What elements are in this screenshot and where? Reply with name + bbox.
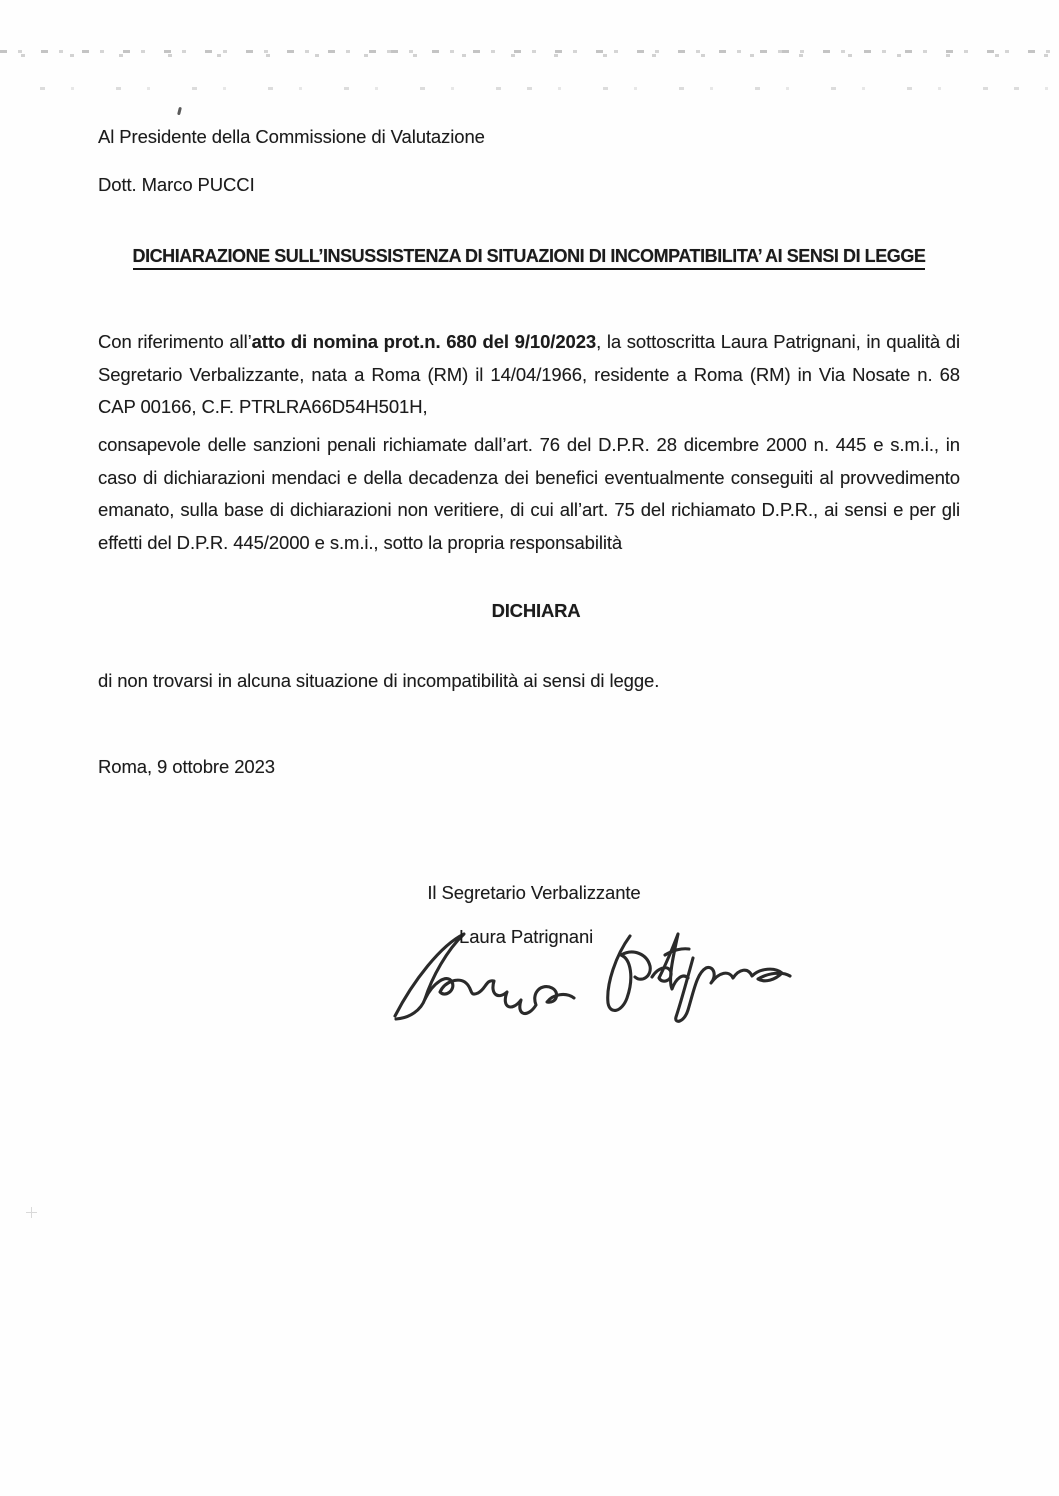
handwritten-signature	[385, 915, 797, 1027]
document-title-text: DICHIARAZIONE SULL’INSUSSISTENZA DI SITUAZIONI DI INCOMPATIBILITA’ AI SENSI DI LEGGE	[133, 246, 926, 270]
paragraph-legal-awareness: consapevole delle sanzioni penali richiamate dall’art. 76 del D.P.R. 28 dicembre 2000 n. 445 e s.m.i., in caso di dichiarazioni mendaci e della decadenza dei benefici eventualmente conseguiti al provvedimento emanato, sulla base di dichiarazioni non veritiere, di cui all’art. 75 del richiamato D.P.R., ai sensi e per gli effetti del D.P.R. 445/2000 e s.m.i., sotto la propria responsabilità	[98, 434, 960, 554]
recipient-line-1: Al Presidente della Commissione di Valutazione	[98, 126, 485, 147]
place-date-line: Roma, 9 ottobre 2023	[98, 756, 275, 777]
declaration-body: di non trovarsi in alcuna situazione di incompatibilità ai sensi di legge.	[98, 670, 660, 691]
scan-noise-band-second	[40, 85, 1050, 92]
paragraph1-bold-act-reference: atto di nomina prot.n. 680 del 9/10/2023	[251, 331, 597, 352]
scan-plus-speck	[26, 1207, 37, 1218]
declaration-heading: DICHIARA	[491, 600, 581, 621]
paragraph1-post: , la sottoscritta Laura Patrignani, in qualità di Segretario Verbalizzante, nata a Roma (RM) il 14/04/1966, residente a Roma (RM) in Via Nosate n. 68 CAP 00166, C.F. PTRLRA66D54H501H,	[98, 331, 960, 418]
recipient-line-2: Dott. Marco PUCCI	[98, 174, 255, 195]
paragraph-reference-nomination	[98, 326, 960, 424]
paragraph1-pre: Con riferimento all’	[98, 331, 252, 352]
signature-printed-name: Laura Patrignani	[459, 926, 594, 947]
scan-noise-band-top	[0, 47, 1059, 58]
signature-role-line: Il Segretario Verbalizzante	[427, 882, 641, 903]
document-title	[98, 246, 960, 267]
scan-speck-mark	[177, 107, 181, 115]
